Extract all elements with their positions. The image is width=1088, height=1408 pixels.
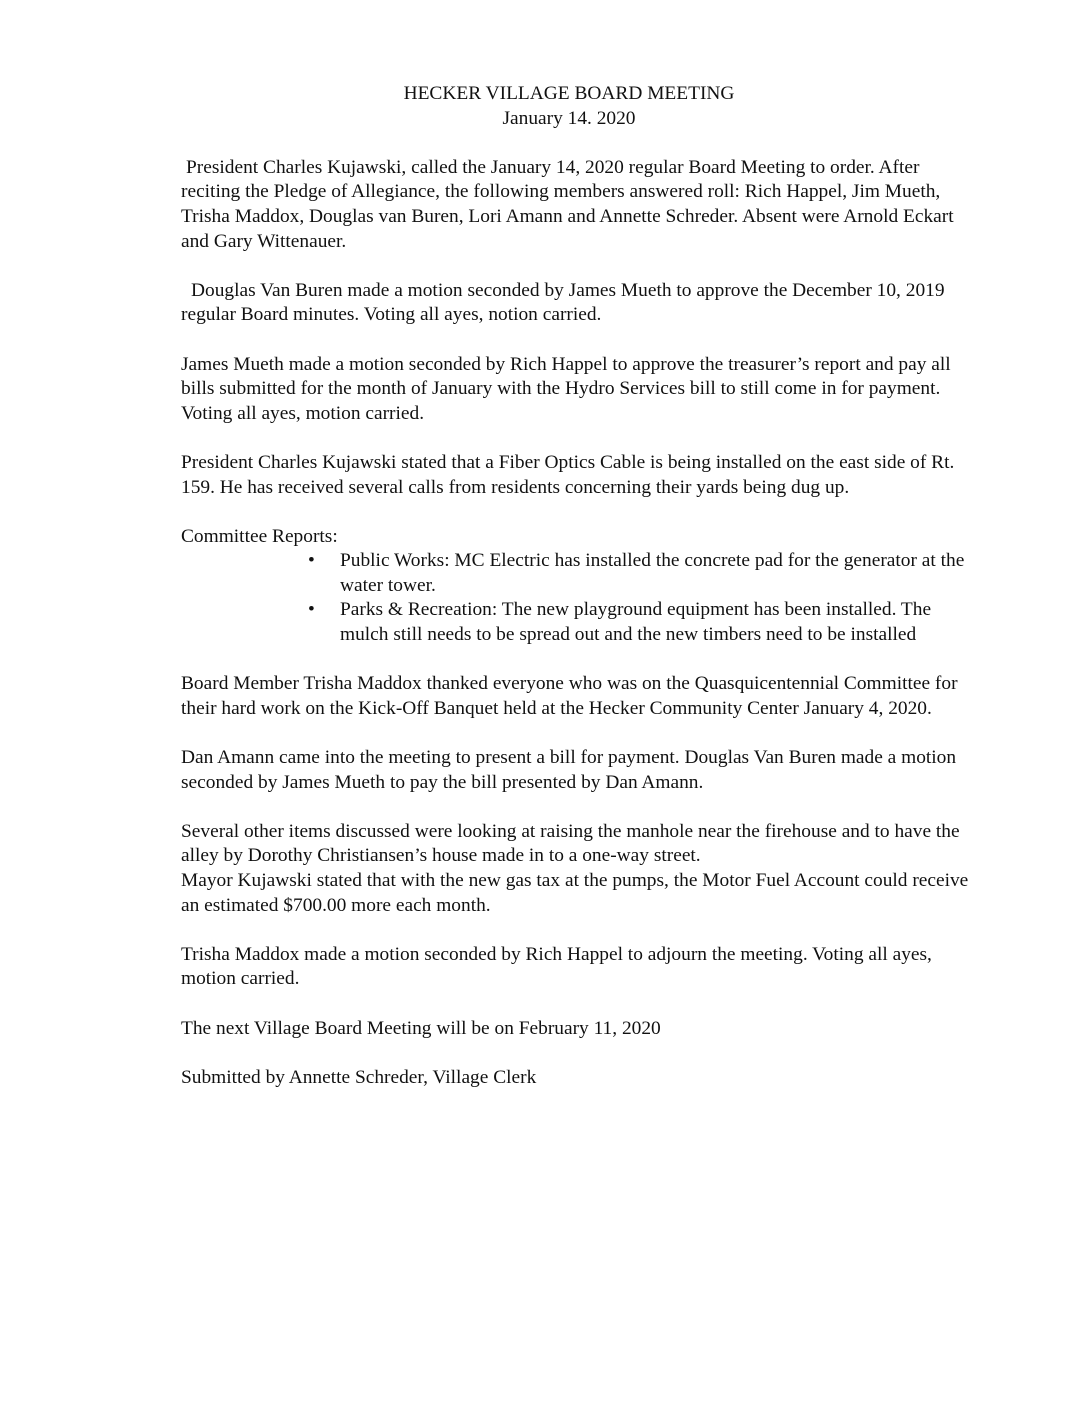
committee-item-public-works: Public Works: MC Electric has installed the concrete pad for the generator at the water tower. [340,550,965,596]
meeting-date: January 14. 2020 [502,107,636,129]
paragraph-adjourn: Trisha Maddox made a motion seconded by Rich Happel to adjourn the meeting. Voting all ayes, motion carried. [181,943,932,990]
paragraph-call-to-order: President Charles Kujawski, called the January 14, 2020 regular Board Meeting to order. After reciting the Pledge of Allegiance, the following members answered roll: Rich Happel, Jim Mueth, Trisha Maddox, Douglas van Buren, Lori Amann and Annette Schreder. Absent were Arnold Eckart and Gary Wittenauer. [181,156,954,252]
paragraph-manhole-alley: Several other items discussed were looking at raising the manhole near the firehouse and to have the alley by Dorothy Christiansen’s house made in to a one-way street. [181,820,960,867]
bullet-icon: • [308,550,315,572]
paragraph-fiber-optics: President Charles Kujawski stated that a Fiber Optics Cable is being installed on the east side of Rt. 159. He has received several calls from residents concerning their yards being dug up. [181,451,955,498]
paragraph-minutes-approval: Douglas Van Buren made a motion seconded by James Mueth to approve the December 10, 2019 regular Board minutes. Voting all ayes, notion carried. [181,279,945,326]
paragraph-quasquicentennial: Board Member Trisha Maddox thanked everyone who was on the Quasquicentennial Committee for their hard work on the Kick-Off Banquet held at the Hecker Community Center January 4, 2020. [181,673,958,719]
paragraph-submitted-by: Submitted by Annette Schreder, Village Clerk [181,1066,537,1088]
paragraph-other-items [181,820,971,918]
list-item [181,549,971,598]
paragraph-dan-amann-bill: Dan Amann came into the meeting to present a bill for payment. Douglas Van Buren made a motion seconded by James Mueth to pay the bill presented by Dan Amann. [181,747,957,793]
committee-reports-list [181,549,971,647]
committee-item-parks-recreation: Parks & Recreation: The new playground equipment has been installed. The mulch still needs to be spread out and the new timbers need to be installed [340,599,932,646]
committee-reports-heading: Committee Reports: [181,525,338,547]
paragraph-next-meeting: The next Village Board Meeting will be on February 11, 2020 [181,1017,661,1039]
document-title: HECKER VILLAGE BOARD MEETING [403,83,735,104]
document-body [181,82,971,1115]
paragraph-motor-fuel: Mayor Kujawski stated that with the new gas tax at the pumps, the Motor Fuel Account could receive an estimated $700.00 more each month. [181,870,969,916]
paragraph-treasurer-report: James Mueth made a motion seconded by Rich Happel to approve the treasurer’s report and pay all bills submitted for the month of January with the Hydro Services bill to still come in for payment. Voting all ayes, motion carried. [181,353,951,424]
title-block [167,82,971,131]
list-item [181,598,971,647]
bullet-icon: • [308,599,315,621]
